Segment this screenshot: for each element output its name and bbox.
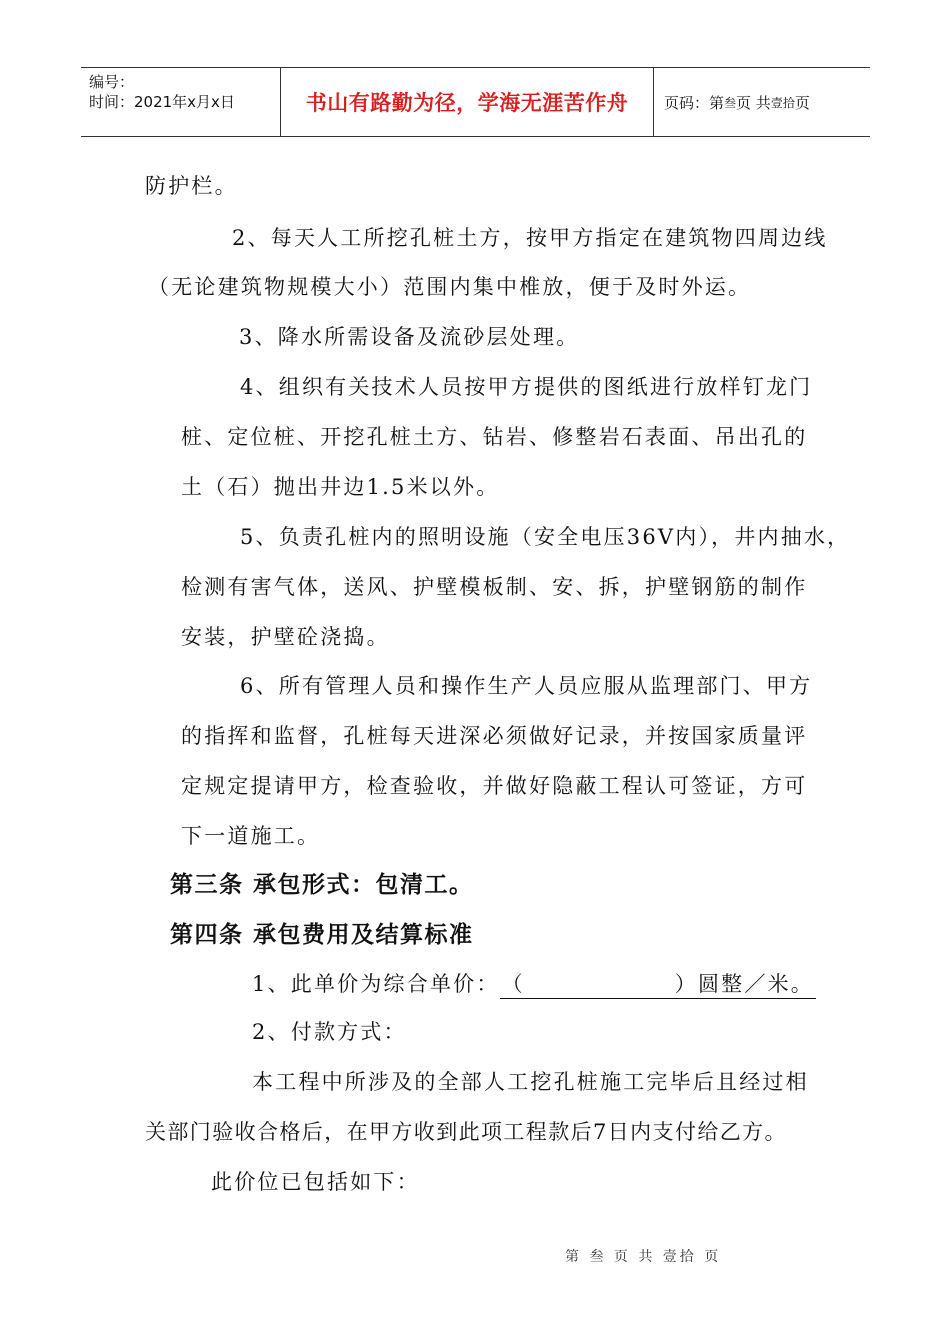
article-3-heading: 第三条 承包形式：包清工。 — [170, 872, 474, 898]
page-prefix: 页码：第 — [664, 93, 725, 112]
body-line: 3、降水所需设备及流砂层处理。 — [239, 325, 580, 349]
page-mid: 页 共 — [736, 93, 771, 112]
header-meta — [81, 68, 281, 136]
body-line: 安装，护壁砼浇捣。 — [181, 625, 390, 649]
body-line: 此价位已包括如下： — [211, 1170, 420, 1194]
header-page-info — [654, 68, 870, 136]
body-line: 定规定提请甲方，检查验收，并做好隐蔽工程认可签证，方可 — [181, 774, 808, 798]
page-total: 壹拾 — [770, 95, 795, 110]
body-line: 的指挥和监督，孔桩每天进深必须做好记录，并按国家质量评 — [181, 724, 808, 748]
unit-price-line — [252, 968, 816, 999]
body-line: 关部门验收合格后，在甲方收到此项工程款后7日内支付给乙方。 — [145, 1120, 787, 1144]
body-line: 4、组织有关技术人员按甲方提供的图纸进行放样钉龙门 — [240, 375, 813, 399]
body-line: 检测有害气体，送风、护壁模板制、安、拆，护壁钢筋的制作 — [181, 575, 808, 599]
body-line: 下一道施工。 — [181, 824, 321, 848]
page-header — [81, 67, 870, 137]
page-footer: 第 叁 页 共 壹拾 页 — [565, 1249, 722, 1265]
payment-method-label: 2、付款方式： — [252, 1020, 407, 1044]
body-line: 防护栏。 — [145, 174, 238, 198]
document-number-label: 编号： — [89, 73, 135, 91]
unit-price-blank: （ ）圆整／米。 — [500, 968, 816, 999]
body-line: 6、所有管理人员和操作生产人员应服从监理部门、甲方 — [240, 674, 813, 698]
header-motto: 书山有路勤为径，学海无涯苦作舟 — [281, 68, 654, 136]
body-line: 土（石）抛出井边1.5米以外。 — [181, 475, 500, 499]
unit-price-label: 1、此单价为综合单价： — [252, 972, 500, 996]
article-4-heading: 第四条 承包费用及结算标准 — [170, 922, 474, 948]
body-line: 本工程中所涉及的全部人工挖孔桩施工完毕后且经过相 — [252, 1070, 809, 1094]
page-suffix: 页 — [794, 93, 810, 112]
body-line: 桩、定位桩、开挖孔桩土方、钻岩、修整岩石表面、吊出孔的 — [181, 425, 808, 449]
body-line: 2、每天人工所挖孔桩土方，按甲方指定在建筑物四周边线 — [232, 226, 828, 250]
body-line: （无论建筑物规模大小）范围内集中椎放，便于及时外运。 — [148, 275, 752, 299]
page-current: 叁 — [724, 95, 737, 110]
body-line: 5、负责孔桩内的照明设施（安全电压36V内），井内抽水， — [240, 525, 851, 549]
document-date: 时间：2021年x月x日 — [89, 93, 235, 111]
